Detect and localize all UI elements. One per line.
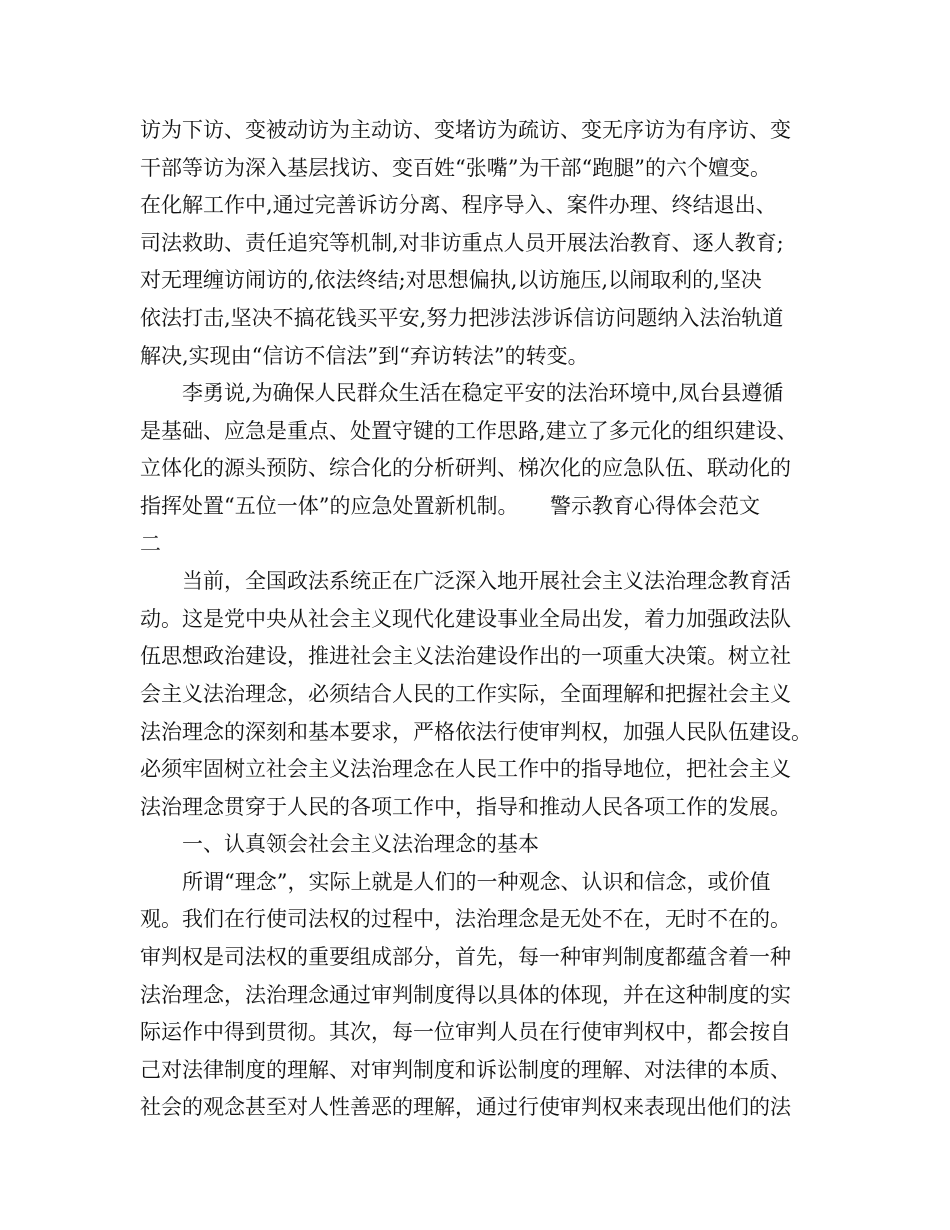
text-line: 必须牢固树立社会主义法治理念在人民工作中的指导地位，把社会主义 bbox=[140, 757, 791, 782]
text-line: 在化解工作中,通过完善诉访分离、程序导入、案件办理、终结退出、 bbox=[140, 193, 777, 218]
text-line: 伍思想政治建设，推进社会主义法治建设作出的一项重大决策。树立社 bbox=[140, 644, 791, 669]
text-line: 访为下访、变被动访为主动访、变堵访为疏访、变无序访为有序访、变 bbox=[140, 118, 791, 142]
text-line: 际运作中得到贯彻。其次，每一位审判人员在行使审判权中，都会按自 bbox=[140, 1020, 791, 1045]
text-line: 法治理念，法治理念通过审判制度得以具体的体现，并在这种制度的实 bbox=[140, 982, 791, 1007]
text-line: 指挥处置“五位一体”的应急处置新机制。 警示教育心得体会范文 bbox=[140, 493, 760, 518]
text-line: 立体化的源头预防、综合化的分析研判、梯次化的应急队伍、联动化的 bbox=[140, 456, 791, 481]
body-text bbox=[140, 112, 840, 1127]
text-line: 社会的观念甚至对人性善恶的理解，通过行使审判权来表现出他们的法 bbox=[140, 1095, 791, 1120]
text-line: 审判权是司法权的重要组成部分，首先，每一种审判制度都蕴含着一种 bbox=[140, 945, 791, 970]
text-line: 解决,实现由“信访不信法”到“弃访转法”的转变。 bbox=[140, 343, 589, 368]
text-line: 李勇说,为确保人民群众生活在稳定平安的法治环境中,凤台县遵循 bbox=[182, 381, 784, 406]
text-line: 会主义法治理念，必须结合人民的工作实际，全面理解和把握社会主义 bbox=[140, 681, 791, 706]
text-line: 依法打击,坚决不搞花钱买平安,努力把涉法涉诉信访问题纳入法治轨道 bbox=[140, 305, 784, 330]
text-line: 法治理念贯穿于人民的各项工作中，指导和推动人民各项工作的发展。 bbox=[140, 794, 791, 819]
text-line: 一、认真领会社会主义法治理念的基本 bbox=[182, 832, 539, 857]
text-line: 当前，全国政法系统正在广泛深入地开展社会主义法治理念教育活 bbox=[182, 569, 791, 594]
text-line: 动。这是党中央从社会主义现代化建设事业全局出发，着力加强政法队 bbox=[140, 606, 791, 631]
text-line: 法治理念的深刻和基本要求，严格依法行使审判权，加强人民队伍建设。 bbox=[140, 719, 812, 744]
text-line: 司法救助、责任追究等机制,对非访重点人员开展法治教育、逐人教育; bbox=[140, 230, 784, 255]
text-line: 观。我们在行使司法权的过程中，法治理念是无处不在，无时不在的。 bbox=[140, 907, 791, 932]
text-line: 是基础、应急是重点、处置守键的工作思路,建立了多元化的组织建设、 bbox=[140, 418, 798, 443]
text-line: 己对法律制度的理解、对审判制度和诉讼制度的理解、对法律的本质、 bbox=[140, 1057, 791, 1082]
text-line: 对无理缠访闹访的,依法终结;对思想偏执,以访施压,以闹取利的,坚决 bbox=[140, 268, 762, 293]
text-line: 干部等访为深入基层找访、变百姓“张嘴”为干部“跑腿”的六个嬗变。 bbox=[140, 155, 771, 180]
text-line: 所谓“理念”，实际上就是人们的一种观念、认识和信念，或价值 bbox=[182, 869, 771, 894]
text-line: 二 bbox=[140, 531, 161, 556]
